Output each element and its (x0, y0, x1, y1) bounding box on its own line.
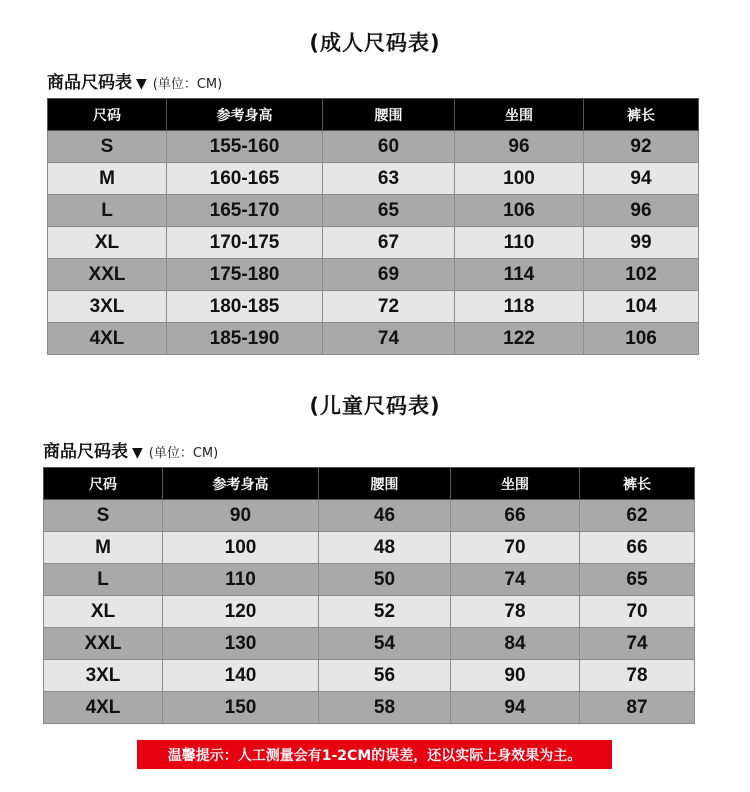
adult-table-body (48, 131, 699, 355)
header-waist: 腰围 (323, 99, 455, 131)
header-height: 参考身高 (167, 99, 323, 131)
adult-unit-text: (单位：CM) (152, 77, 223, 92)
child-table-label (43, 437, 218, 462)
table-cell: 185-190 (167, 323, 323, 355)
table-cell: 65 (580, 564, 695, 596)
table-cell: 118 (455, 291, 584, 323)
child-size-table (43, 467, 695, 724)
table-row (44, 500, 695, 532)
table-cell: 110 (455, 227, 584, 259)
table-cell: 180-185 (167, 291, 323, 323)
table-cell: 70 (451, 532, 580, 564)
child-label-text: 商品尺码表 (43, 442, 128, 462)
table-cell: 48 (319, 532, 451, 564)
table-cell: 70 (580, 596, 695, 628)
table-cell: 165-170 (167, 195, 323, 227)
header-waist: 腰围 (319, 468, 451, 500)
table-cell: L (44, 564, 163, 596)
table-cell: 66 (451, 500, 580, 532)
table-cell: 78 (451, 596, 580, 628)
table-row (44, 564, 695, 596)
measurement-notice: 温馨提示：人工测量会有1-2CM的误差，还以实际上身效果为主。 (137, 740, 612, 769)
table-row (48, 323, 699, 355)
table-row (48, 131, 699, 163)
table-cell: 3XL (48, 291, 167, 323)
table-cell: 4XL (44, 692, 163, 724)
table-cell: 99 (584, 227, 699, 259)
table-cell: 122 (455, 323, 584, 355)
table-cell: 74 (451, 564, 580, 596)
child-unit-text: (单位：CM) (148, 446, 219, 461)
table-cell: 160-165 (167, 163, 323, 195)
header-size: 尺码 (44, 468, 163, 500)
table-row (48, 291, 699, 323)
table-cell: 94 (451, 692, 580, 724)
table-row (44, 596, 695, 628)
table-cell: 74 (580, 628, 695, 660)
table-cell: 63 (323, 163, 455, 195)
table-cell: 54 (319, 628, 451, 660)
table-cell: 114 (455, 259, 584, 291)
table-cell: 52 (319, 596, 451, 628)
table-cell: 65 (323, 195, 455, 227)
table-cell: 4XL (48, 323, 167, 355)
adult-label-text: 商品尺码表 (47, 73, 132, 93)
table-cell: 3XL (44, 660, 163, 692)
table-cell: XXL (48, 259, 167, 291)
table-cell: 87 (580, 692, 695, 724)
table-cell: 72 (323, 291, 455, 323)
table-cell: 106 (584, 323, 699, 355)
table-cell: 84 (451, 628, 580, 660)
table-cell: L (48, 195, 167, 227)
table-cell: 50 (319, 564, 451, 596)
table-cell: 102 (584, 259, 699, 291)
table-row (48, 163, 699, 195)
adult-header-row (48, 99, 699, 131)
table-cell: 104 (584, 291, 699, 323)
header-length: 裤长 (580, 468, 695, 500)
table-cell: 120 (163, 596, 319, 628)
table-cell: 100 (455, 163, 584, 195)
table-cell: 90 (163, 500, 319, 532)
table-cell: 110 (163, 564, 319, 596)
adult-section-title: (成人尺码表) (309, 31, 441, 55)
down-triangle-icon: ▼ (136, 76, 147, 92)
table-cell: 96 (584, 195, 699, 227)
table-cell: 56 (319, 660, 451, 692)
table-cell: 67 (323, 227, 455, 259)
table-cell: 170-175 (167, 227, 323, 259)
table-cell: 106 (455, 195, 584, 227)
child-header-row (44, 468, 695, 500)
down-triangle-icon: ▼ (132, 445, 143, 461)
header-hip: 坐围 (451, 468, 580, 500)
child-section-title: (儿童尺码表) (309, 394, 441, 418)
table-cell: 150 (163, 692, 319, 724)
header-length: 裤长 (584, 99, 699, 131)
table-cell: XXL (44, 628, 163, 660)
table-cell: M (48, 163, 167, 195)
table-cell: 58 (319, 692, 451, 724)
table-cell: 90 (451, 660, 580, 692)
table-row (48, 227, 699, 259)
table-cell: S (44, 500, 163, 532)
adult-table-label (47, 68, 222, 93)
header-hip: 坐围 (455, 99, 584, 131)
adult-size-table (47, 98, 699, 355)
table-cell: S (48, 131, 167, 163)
table-cell: 78 (580, 660, 695, 692)
table-cell: 60 (323, 131, 455, 163)
table-cell: 100 (163, 532, 319, 564)
table-cell: XL (48, 227, 167, 259)
table-row (48, 259, 699, 291)
child-table-body (44, 500, 695, 724)
table-cell: 130 (163, 628, 319, 660)
table-cell: XL (44, 596, 163, 628)
header-size: 尺码 (48, 99, 167, 131)
table-cell: 94 (584, 163, 699, 195)
table-cell: 155-160 (167, 131, 323, 163)
table-cell: 46 (319, 500, 451, 532)
table-row (44, 660, 695, 692)
table-cell: 74 (323, 323, 455, 355)
table-cell: 62 (580, 500, 695, 532)
table-cell: 69 (323, 259, 455, 291)
table-cell: M (44, 532, 163, 564)
table-row (48, 195, 699, 227)
table-cell: 175-180 (167, 259, 323, 291)
table-row (44, 692, 695, 724)
table-cell: 96 (455, 131, 584, 163)
header-height: 参考身高 (163, 468, 319, 500)
table-cell: 92 (584, 131, 699, 163)
table-row (44, 532, 695, 564)
table-row (44, 628, 695, 660)
table-cell: 66 (580, 532, 695, 564)
table-cell: 140 (163, 660, 319, 692)
